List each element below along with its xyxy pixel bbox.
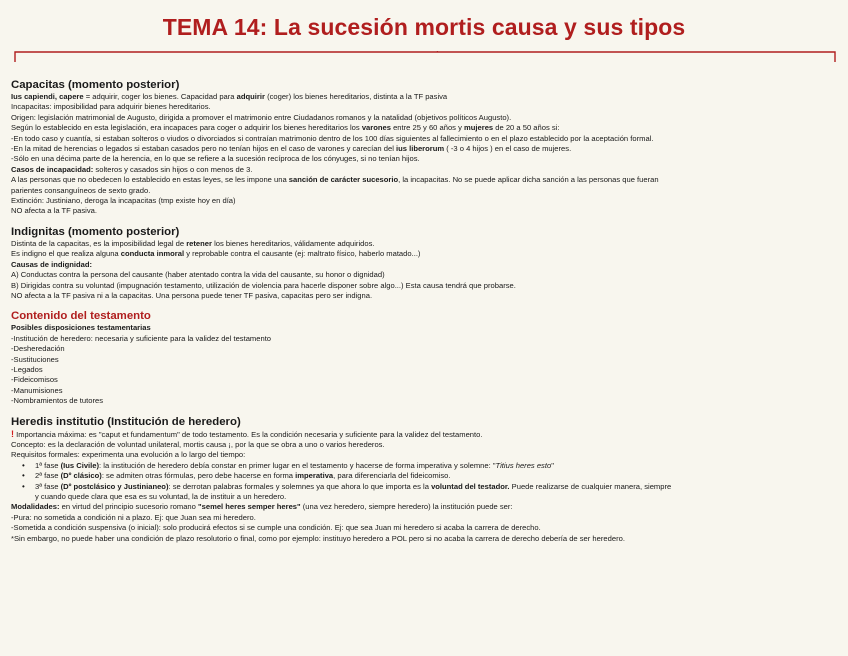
list-item: -Sustituciones	[11, 354, 59, 364]
text-span: , para diferenciarla del fideicomiso.	[333, 471, 451, 481]
bold-term: Posibles disposiciones testamentarias	[11, 323, 151, 333]
text-span: (coger) los bienes hereditarios, distinta a la TF pasiva	[267, 92, 448, 101]
text-line: -Sometida a condición suspensiva (o inicial): solo producirá efectos si se cumple una condición. Ej: que sea Juan mi heredero si acaba la carrera de derecho.	[11, 523, 541, 533]
text-span: , la incapacitas. No se puede aplicar dicha sanción a las personas que fueran	[398, 175, 659, 185]
bold-term: sanción de carácter sucesorio	[288, 175, 399, 185]
text-span: 3ª fase	[35, 481, 59, 491]
bold-term: varones	[361, 123, 391, 133]
text-line: parientes consanguíneos de sexto grado.	[11, 185, 151, 195]
section-indignitas	[11, 226, 841, 301]
subheading	[11, 260, 841, 270]
text-line: NO afecta a la TF pasiva.	[11, 206, 97, 216]
section-heading: Capacitas (momento posterior)	[11, 79, 180, 91]
text-span: solteros y casados sin hijos o con menos de 3.	[95, 164, 253, 174]
bold-term: mujeres	[464, 123, 494, 133]
text-line: Requisitos formales: experimenta una evolución a lo largo del tiempo:	[11, 450, 246, 460]
fases-list	[11, 461, 841, 503]
text-line	[11, 144, 841, 154]
bold-term: adquirir	[236, 92, 265, 101]
bold-term: voluntad del testador.	[431, 481, 510, 491]
text-span: Importancia máxima: es "caput et fundamentum" de todo testamento. Es la condición necesaria y suficiente para la validez del testamento.	[16, 429, 483, 439]
text-span: entre 25 y 60 años y	[393, 123, 462, 133]
bold-term: ius liberorum	[396, 144, 445, 154]
section-heading: Contenido del testamento	[11, 310, 151, 323]
bold-term: Modalidades:	[11, 502, 60, 512]
text-line: B) Dirigidas contra su voluntad (impugnación testamento, utilización de violencia para hacerle disponer sobre algo...) Esta causa tendrá que probarse.	[11, 280, 516, 290]
text-line	[11, 175, 841, 185]
text-span: A las personas que no obedecen lo establecido en estas leyes, se les impone una	[11, 175, 287, 185]
text-span: : se derrotan palabras formales y solemnes ya que ahora lo que importa es la	[168, 481, 429, 491]
text-line: -Pura: no sometida a condición ni a plazo. Ej: que Juan sea mi heredero.	[11, 512, 256, 522]
bold-term: conducta inmoral	[120, 249, 185, 259]
bold-term: Causas de indignidad:	[11, 259, 93, 269]
section-heading: Heredis institutio (Institución de heredero)	[11, 415, 241, 428]
bold-term: Casos de incapacidad:	[11, 164, 94, 174]
text-line	[11, 249, 841, 259]
text-span: Distinta de la capacitas, es la imposibilidad legal de	[11, 238, 185, 248]
document-body	[11, 79, 841, 553]
bold-term: "semel heres semper heres"	[198, 502, 301, 512]
bold-term: (Dº clásico)	[60, 471, 102, 481]
text-line: Extinción: Justiniano, deroga la incapacitas (tmp existe hoy en día)	[11, 196, 236, 206]
text-span: -En la mitad de herencias o legados si estaban casados pero no tenían hijos en el caso de varones y carecían del	[11, 144, 394, 154]
list-item	[35, 461, 841, 471]
text-line	[11, 502, 841, 512]
text-span: de 20 a 50 años si:	[495, 123, 560, 133]
list-item: -Institución de heredero: necesaria y suficiente para la validez del testamento	[11, 333, 272, 343]
bold-term: (Dº postclásico y Justinianeo)	[60, 481, 169, 491]
text-span: : la institución de heredero debía constar en primer lugar en el testamento y hacerse de forma imperativa y solemne: "	[99, 460, 496, 470]
text-span: "	[551, 460, 554, 470]
bold-term: (Ius Civile)	[60, 460, 100, 470]
text-line: Concepto: es la declaración de voluntad unilateral, mortis causa ¡, por la que se obra a uno o varios herederos.	[11, 439, 385, 449]
text-span: Según lo establecido en esta legislación, era incapaces para coger o adquirir los bienes hereditarios los	[11, 123, 360, 133]
text-span: = adquirir, coger los bienes. Capacidad para	[85, 92, 235, 101]
text-span: los bienes hereditarios, válidamente adquiridos.	[214, 238, 375, 248]
bold-term: retener	[186, 238, 212, 248]
list-item	[35, 482, 841, 503]
bold-term: imperativa	[295, 471, 334, 481]
text-line	[11, 123, 841, 133]
list-item: -Fideicomisos	[11, 375, 58, 385]
text-line: Origen: legislación matrimonial de Augusto, dirigida a promover el matrimonio entre Ciudadanos romanos y la natalidad (objetivos políticos Augusto).	[11, 112, 512, 122]
list-item	[35, 471, 841, 481]
text-line: Incapacitas: imposibilidad para adquirir bienes hereditarios.	[11, 102, 211, 112]
exclamation-icon: !	[11, 428, 14, 439]
bold-term: Ius capiendi, capere	[11, 92, 84, 101]
list-item: -Manumisiones	[11, 385, 63, 395]
title-bracket	[14, 51, 836, 63]
text-line	[11, 92, 841, 102]
text-span: en virtud del principio sucesorio romano	[61, 502, 196, 512]
text-line	[11, 239, 841, 249]
section-contenido	[11, 310, 841, 406]
text-line	[11, 165, 841, 175]
text-line: -Sólo en una décima parte de la herencia, en lo que se refiere a la sucesión recíproca de los cónyuges, si no tenían hijos.	[11, 154, 420, 164]
italic-term: Titius heres esto	[495, 460, 552, 470]
text-span: (una vez heredero, siempre heredero) la institución puede ser:	[302, 502, 513, 512]
text-line: *Sin embargo, no puede haber una condición de plazo resolutorio o final, como por ejemplo: instituyo heredero a POL pero si no acaba la carrera de derecho debería de ser heredero.	[11, 533, 625, 543]
list-item: -Desheredación	[11, 344, 65, 354]
text-span: y reprobable contra el causante (ej: maltrato físico, haberlo matado...)	[186, 249, 421, 259]
text-line: NO afecta a la TF pasiva ni a la capacitas. Una persona puede tener TF pasiva, capacitas pero ser indigna.	[11, 290, 373, 300]
list-item: -Nombramientos de tutores	[11, 396, 104, 406]
text-line	[11, 429, 841, 440]
text-span: Es indigno el que realiza alguna	[11, 249, 119, 259]
disposiciones-list	[11, 334, 841, 407]
section-heredis	[11, 416, 841, 544]
list-item: -Legados	[11, 364, 43, 374]
text-span: ( -3 o 4 hijos ) en el caso de mujeres.	[446, 144, 572, 154]
page-title: TEMA 14: La sucesión mortis causa y sus tipos	[162, 14, 686, 40]
text-span: y cuando quede clara que esa es su voluntad, la de instituir a un heredero.	[35, 492, 287, 501]
text-span: 1ª fase	[35, 460, 59, 470]
text-line: A) Conductas contra la persona del causante (haber atentado contra la vida del causante, su honor o dignidad)	[11, 270, 385, 280]
text-span: : se admiten otras fórmulas, pero debe hacerse en forma	[101, 471, 294, 481]
section-heading: Indignitas (momento posterior)	[11, 225, 180, 238]
section-capacitas	[11, 79, 841, 217]
text-line: -En todo caso y cuantía, si estaban solteros o viudos o divorciados si contraían matrimonio dentro de los 100 días siguientes al fallecimiento o en el plazo establecido por la aceptación formal.	[11, 133, 654, 143]
subheading	[11, 323, 841, 333]
text-span: Puede realizarse de cualquier manera, siempre	[511, 481, 672, 491]
text-span: 2ª fase	[35, 471, 59, 481]
